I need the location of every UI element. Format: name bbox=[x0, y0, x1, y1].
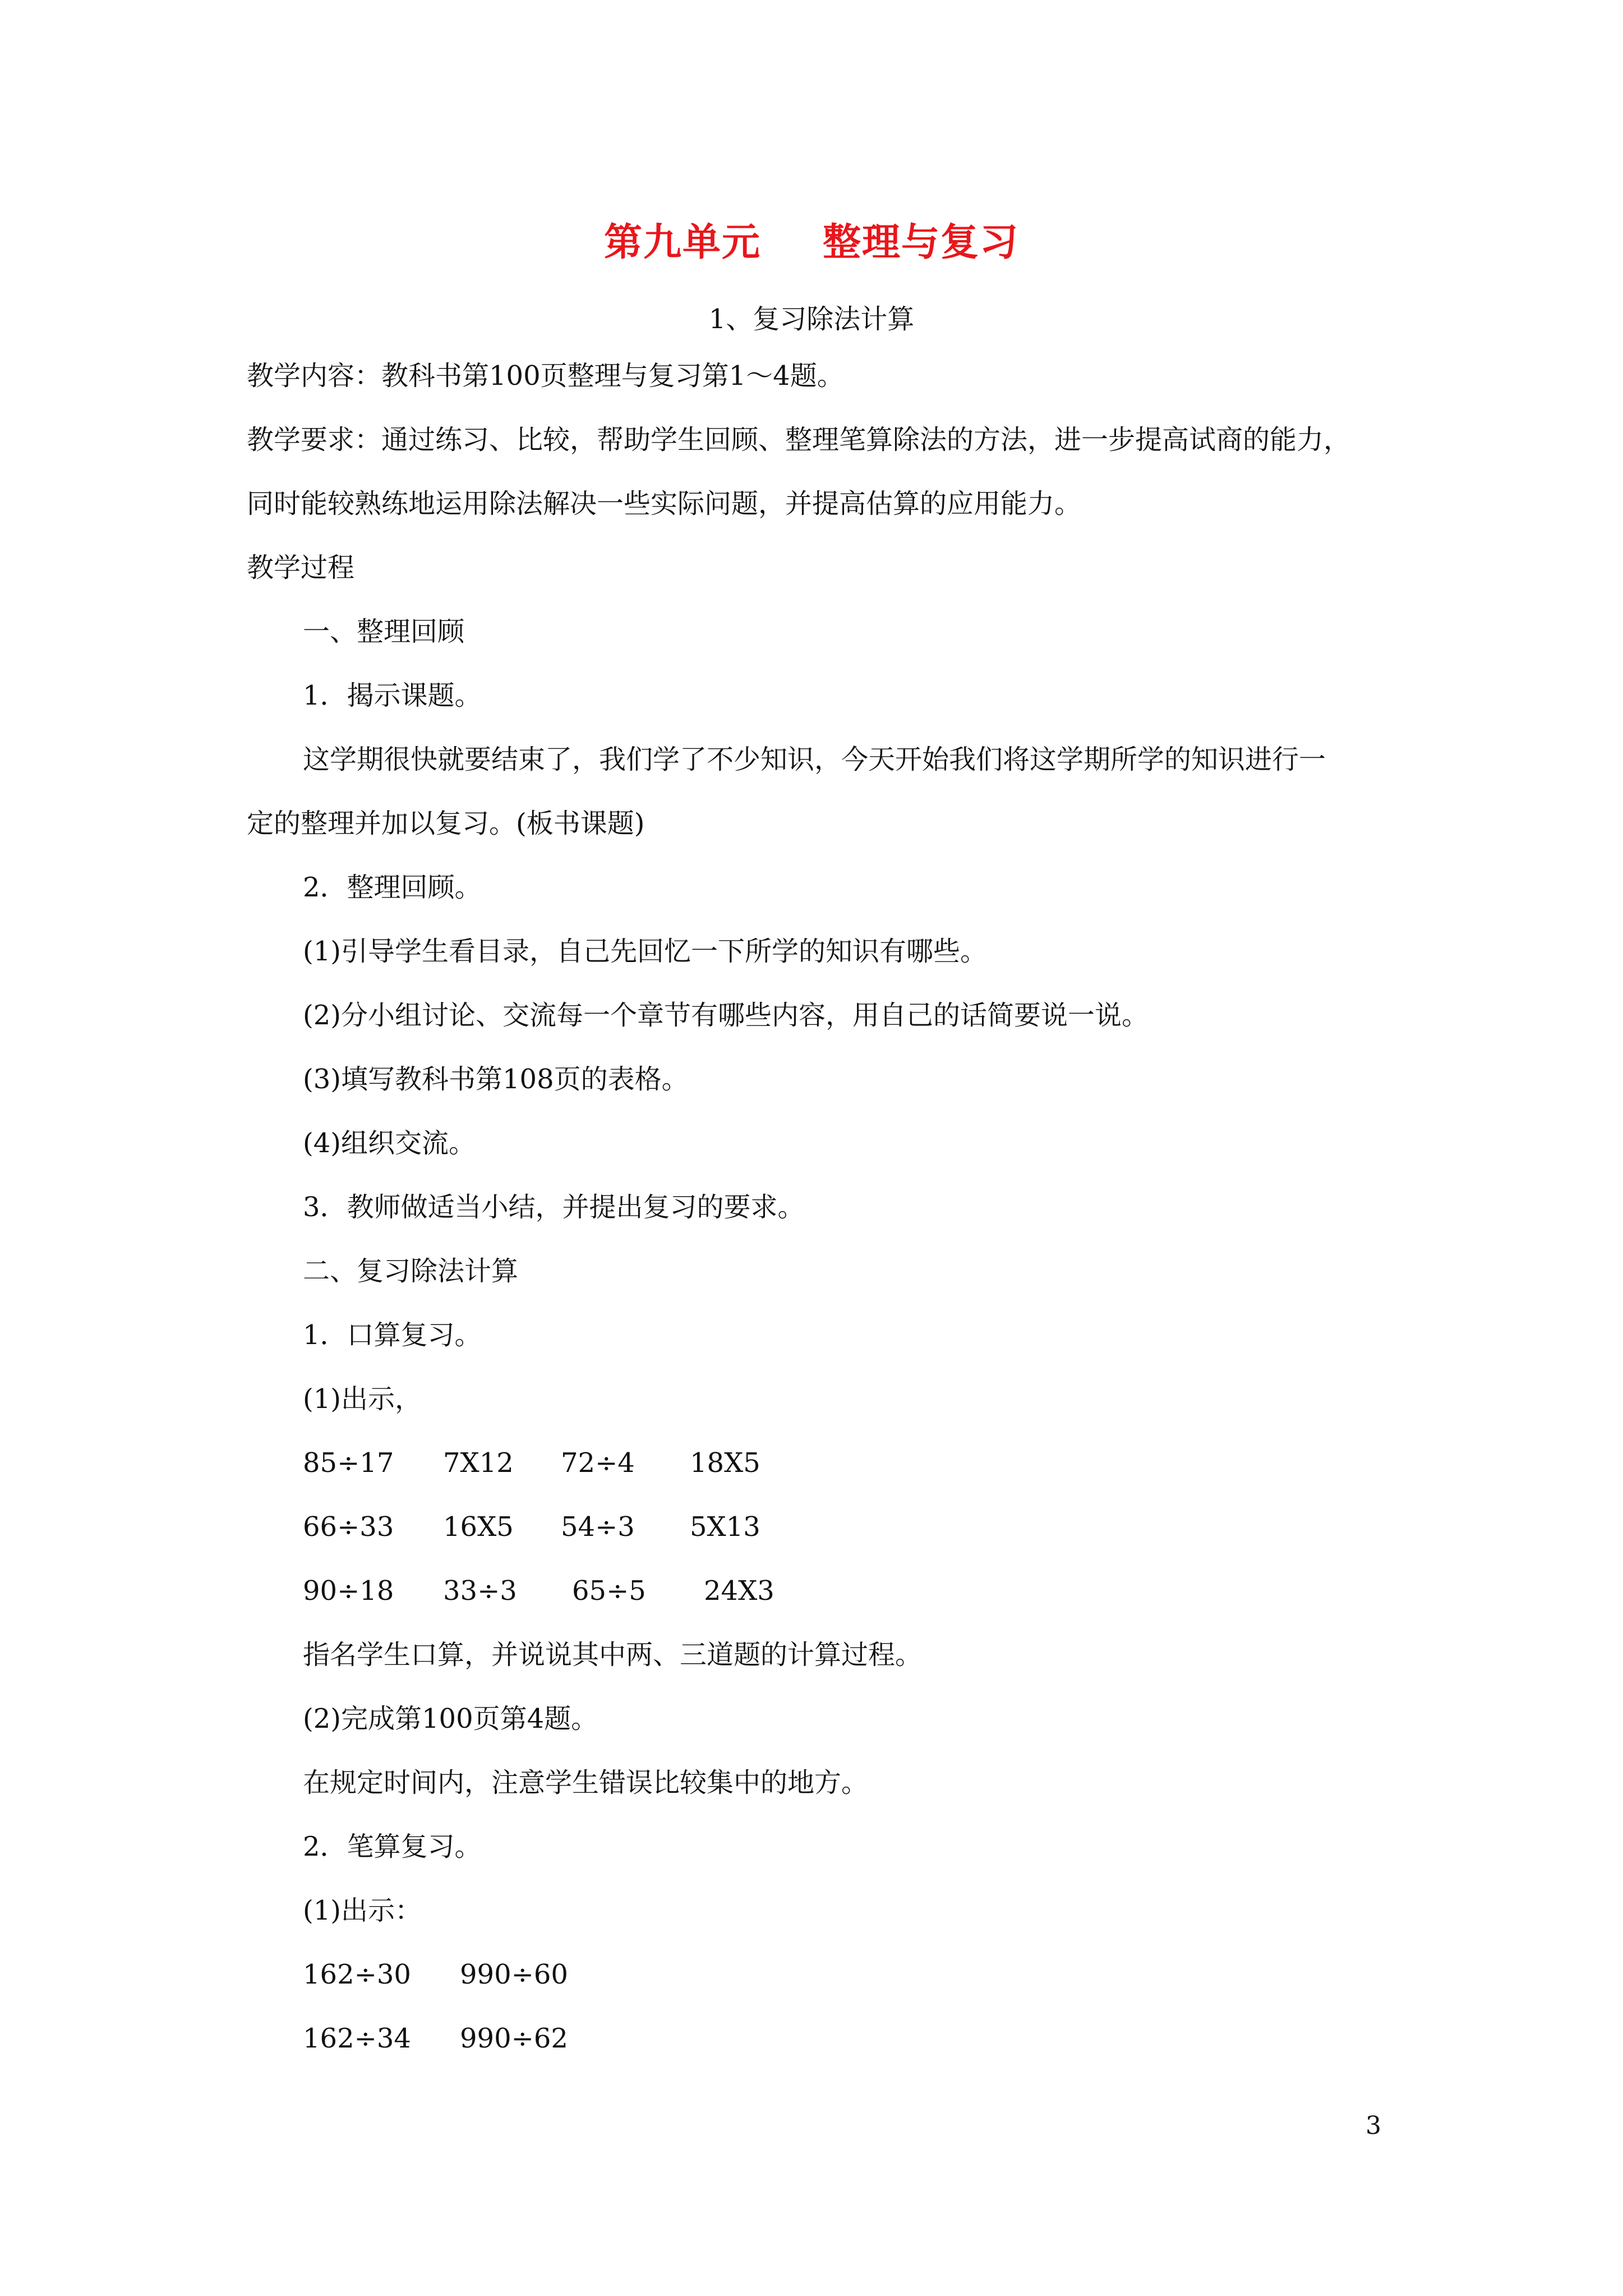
oral-calc-item: 66÷33 bbox=[303, 1511, 394, 1543]
oral-calc-item: 16X5 bbox=[443, 1511, 514, 1543]
sub-step: (2)完成第100页第4题。 bbox=[303, 1703, 598, 1734]
step-2: 2．整理回顾。 bbox=[303, 872, 482, 903]
sub-step: (3)填写教科书第108页的表格。 bbox=[303, 1064, 689, 1095]
sub-step: (1)出示： bbox=[303, 1895, 422, 1926]
written-calc-item: 990÷60 bbox=[460, 1959, 568, 1990]
title-topic: 整理与复习 bbox=[823, 220, 1020, 265]
written-calc-item: 162÷30 bbox=[303, 1959, 411, 1990]
paragraph-line: 指名学生口算，并说说其中两、三道题的计算过程。 bbox=[303, 1639, 923, 1671]
oral-calc-item: 65÷5 bbox=[572, 1575, 646, 1607]
step-1: 1．揭示课题。 bbox=[303, 680, 482, 711]
teaching-requirements-cont: 同时能较熟练地运用除法解决一些实际问题，并提高估算的应用能力。 bbox=[247, 488, 1082, 519]
written-calc-item: 162÷34 bbox=[303, 2023, 411, 2054]
oral-calc-item: 24X3 bbox=[704, 1575, 774, 1607]
oral-calc-item: 33÷3 bbox=[443, 1575, 517, 1607]
page-title bbox=[0, 212, 1623, 266]
section-subtitle: 1、复习除法计算 bbox=[708, 303, 915, 335]
oral-calc-item: 72÷4 bbox=[561, 1447, 635, 1479]
written-calc-item: 990÷62 bbox=[460, 2023, 568, 2054]
step-oral: 1．口算复习。 bbox=[303, 1319, 482, 1351]
oral-calc-item: 54÷3 bbox=[561, 1511, 635, 1543]
sub-step: (1)引导学生看目录，自己先回忆一下所学的知识有哪些。 bbox=[303, 936, 987, 967]
paragraph-line: 这学期很快就要结束了，我们学了不少知识，今天开始我们将这学期所学的知识进行一 bbox=[303, 744, 1326, 775]
step-3: 3．教师做适当小结，并提出复习的要求。 bbox=[303, 1191, 805, 1223]
teaching-content: 教学内容：教科书第100页整理与复习第1～4题。 bbox=[247, 360, 844, 392]
sub-step: (1)出示， bbox=[303, 1383, 422, 1415]
step-written: 2．笔算复习。 bbox=[303, 1831, 482, 1862]
oral-calc-item: 85÷17 bbox=[303, 1447, 394, 1479]
oral-calc-item: 5X13 bbox=[690, 1511, 760, 1543]
sub-step: (2)分小组讨论、交流每一个章节有哪些内容，用自己的话简要说一说。 bbox=[303, 1000, 1149, 1031]
teaching-process-heading: 教学过程 bbox=[247, 552, 355, 583]
sub-step: (4)组织交流。 bbox=[303, 1128, 476, 1159]
oral-calc-item: 90÷18 bbox=[303, 1575, 394, 1607]
section-heading-2: 二、复习除法计算 bbox=[303, 1255, 519, 1287]
oral-calc-item: 18X5 bbox=[690, 1447, 760, 1479]
paragraph-line: 定的整理并加以复习。(板书课题) bbox=[247, 808, 645, 839]
section-heading-1: 一、整理回顾 bbox=[303, 616, 465, 647]
title-unit: 第九单元 bbox=[603, 220, 761, 265]
oral-calc-item: 7X12 bbox=[443, 1447, 514, 1479]
teaching-requirements: 教学要求：通过练习、比较，帮助学生回顾、整理笔算除法的方法，进一步提高试商的能力， bbox=[247, 424, 1351, 455]
paragraph-line: 在规定时间内，注意学生错误比较集中的地方。 bbox=[303, 1767, 869, 1798]
page-number: 3 bbox=[1366, 2111, 1381, 2140]
